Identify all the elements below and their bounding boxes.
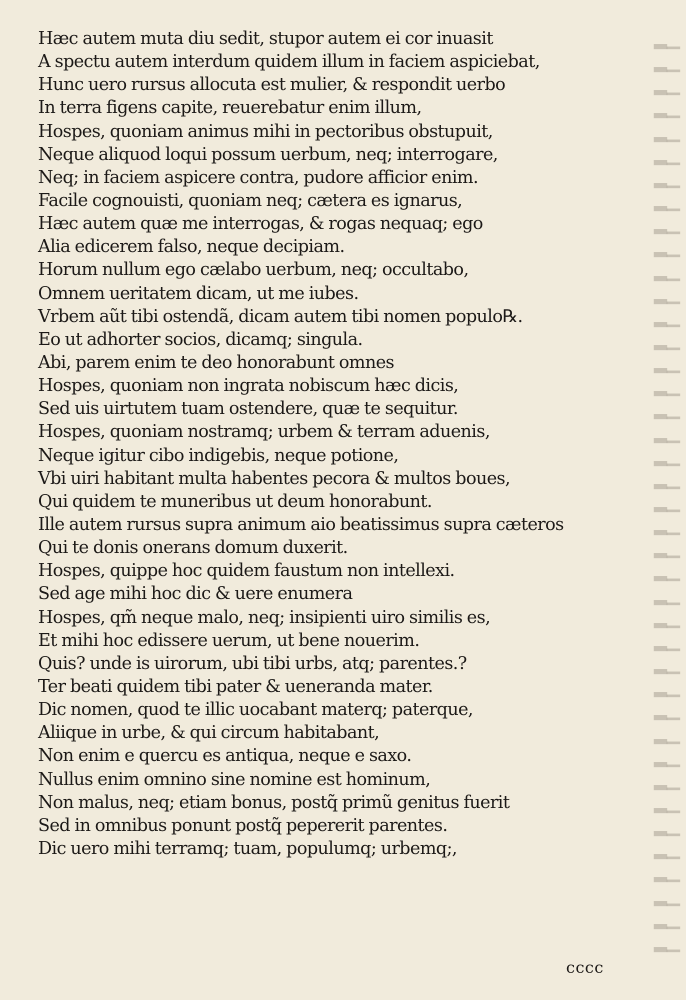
verse-line: Hospes, qm̃ neque malo, neq; insipienti uiro similis es, xyxy=(38,607,491,628)
verse-line: Neque aliquod loqui possum uerbum, neq; interrogare, xyxy=(38,144,498,165)
bleed-mark: ▁▂ xyxy=(653,793,680,814)
bleed-mark: ▁▂ xyxy=(653,30,680,50)
bleed-mark: ▁▂ xyxy=(653,192,680,213)
bleed-mark: ▁▂ xyxy=(653,261,680,282)
verse-line: Hospes, quoniam nostramq; urbem & terram aduenis, xyxy=(38,422,490,443)
bleed-mark: ▁▂ xyxy=(653,330,680,351)
verse-line: Aliique in urbe, & qui circum habitabant, xyxy=(38,723,380,744)
bleed-mark: ▁▂ xyxy=(653,354,680,375)
verse-line: Quis? unde is uirorum, ubi tibi urbs, atq; parentes.? xyxy=(38,653,467,674)
bleed-mark: ▁▂ xyxy=(653,770,680,791)
bleed-mark: ▁▂ xyxy=(653,122,680,143)
bleed-mark: ▁▂ xyxy=(653,469,680,490)
verse-line: Sed uis uirtutem tuam ostendere, quæ te sequitur. xyxy=(38,399,458,420)
verse-line: Dic nomen, quod te illic uocabant materq; paterque, xyxy=(38,700,473,721)
verse-line: Vbi uiri habitant multa habentes pecora & multos boues, xyxy=(38,468,511,489)
bleed-mark: ▁▂ xyxy=(653,284,680,305)
bleed-mark: ▁▂ xyxy=(653,400,680,421)
verse-line: Neq; in faciem aspicere contra, pudore afficior enim. xyxy=(38,167,479,188)
bleed-mark: ▁▂ xyxy=(653,539,680,560)
verse-line: Non enim e quercu es antiqua, neque e saxo. xyxy=(38,746,412,767)
bleed-mark: ▁▂ xyxy=(653,909,680,930)
verse-line: Omnem ueritatem dicam, ut me iubes. xyxy=(38,283,359,304)
bleed-mark: ▁▂ xyxy=(653,53,680,74)
verse-line: Hæc autem quæ me interrogas, & rogas nequaq; ego xyxy=(38,214,483,235)
verse-line: Neque igitur cibo indigebis, neque potione, xyxy=(38,445,399,466)
bleed-mark: ▁▂ xyxy=(653,863,680,884)
verse-line: Hospes, quippe hoc quidem faustum non intellexi. xyxy=(38,561,455,582)
bleed-mark: ▁▂ xyxy=(653,886,680,907)
bleed-mark: ▁▂ xyxy=(653,307,680,328)
verse-line: Hæc autem muta diu sedit, stupor autem ei cor inuasit xyxy=(38,29,493,49)
verse-line: Hunc uero rursus allocuta est mulier, & respondit uerbo xyxy=(38,75,506,96)
verse-line: Dic uero mihi terramq; tuam, populumq; urbemq;, xyxy=(38,838,457,859)
bleed-mark: ▁▂ xyxy=(653,724,680,745)
verse-line: Ter beati quidem tibi pater & ueneranda mater. xyxy=(38,676,433,697)
bleed-mark: ▁▂ xyxy=(653,377,680,398)
verse-line: Facile cognouisti, quoniam neq; cætera es ignarus, xyxy=(38,190,463,211)
bleed-mark: ▁▂ xyxy=(653,631,680,652)
verse-line: Vrbem aũt tibi ostendã, dicam autem tibi nomen populo℞. xyxy=(38,306,523,327)
bleed-mark: ▁▂ xyxy=(653,76,680,97)
verse-line: Qui quidem te muneribus ut deum honorabunt. xyxy=(38,491,432,512)
verse-line: Sed age mihi hoc dic & uere enumera xyxy=(38,584,353,605)
verse-line: Et mihi hoc edissere uerum, ut bene nouerim. xyxy=(38,630,420,651)
verse-line: Ille autem rursus supra animum aio beatissimus supra cæteros xyxy=(38,514,564,535)
verse-line: Sed in omnibus ponunt postq̃ pepererit parentes. xyxy=(38,815,448,836)
verse-line: Non malus, neq; etiam bonus, postq̃ primũ genitus fuerit xyxy=(38,792,510,813)
bleed-mark: ▁▂ xyxy=(653,99,680,120)
bleed-mark: ▁▂ xyxy=(653,423,680,444)
bleed-mark: ▁▂ xyxy=(653,932,680,953)
bleed-mark: ▁▂ xyxy=(653,562,680,583)
verse-line: In terra figens capite, reuerebatur enim illum, xyxy=(38,98,422,119)
verse-line: Horum nullum ego cælabo uerbum, neq; occultabo, xyxy=(38,260,469,281)
bleed-mark: ▁▂ xyxy=(653,145,680,166)
verse-line: A spectu autem interdum quidem illum in faciem aspiciebat, xyxy=(38,52,540,73)
bleed-mark: ▁▂ xyxy=(653,446,680,467)
bleed-mark: ▁▂ xyxy=(653,678,680,699)
verse-text-block xyxy=(38,28,668,861)
signature-mark: cccc xyxy=(566,958,604,977)
verse-line: Hospes, quoniam animus mihi in pectoribus obstupuit, xyxy=(38,121,493,142)
bleed-mark: ▁▂ xyxy=(653,168,680,189)
bleed-mark: ▁▂ xyxy=(653,608,680,629)
bleed-mark: ▁▂ xyxy=(653,840,680,861)
verse-line: Qui te donis onerans domum duxerit. xyxy=(38,538,348,559)
bleed-mark: ▁▂ xyxy=(653,238,680,259)
bleed-mark: ▁▂ xyxy=(653,747,680,768)
verse-line: Abi, parem enim te deo honorabunt omnes xyxy=(38,352,395,373)
bleed-mark: ▁▂ xyxy=(653,701,680,722)
bleed-mark: ▁▂ xyxy=(653,655,680,676)
bleed-mark: ▁▂ xyxy=(653,215,680,236)
bleed-mark: ▁▂ xyxy=(653,516,680,537)
verse-line: Nullus enim omnino sine nomine est hominum, xyxy=(38,769,431,790)
verse-line: Hospes, quoniam non ingrata nobiscum hæc dicis, xyxy=(38,376,459,397)
verse-line: Alia edicerem falso, neque decipiam. xyxy=(38,237,345,258)
verse-line: Eo ut adhorter socios, dicamq; singula. xyxy=(38,329,363,350)
bleed-mark: ▁▂ xyxy=(653,817,680,838)
bleed-mark: ▁▂ xyxy=(653,585,680,606)
bleed-mark: ▁▂ xyxy=(653,493,680,513)
